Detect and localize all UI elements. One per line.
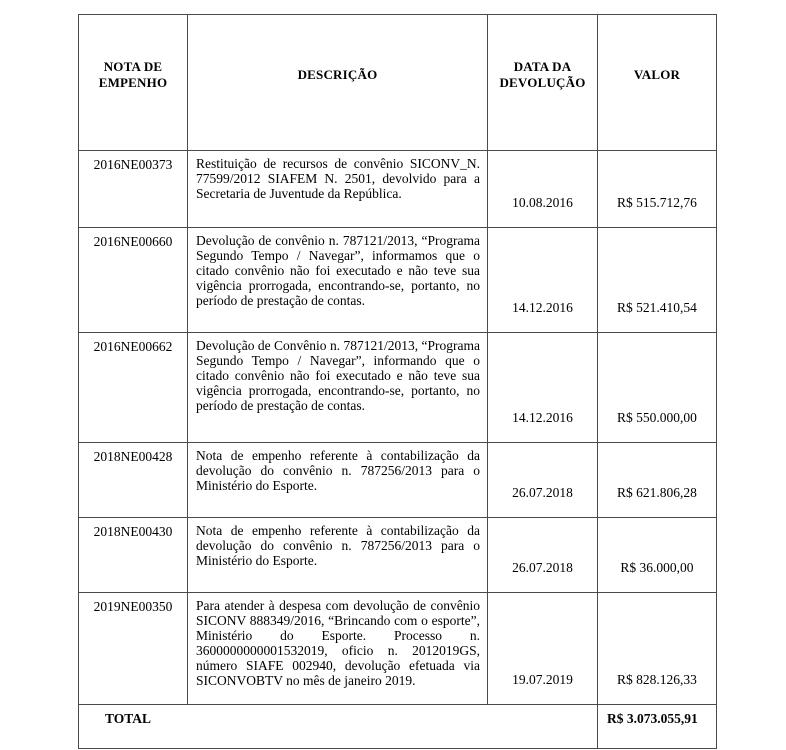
cell-data-devolucao: 26.07.2018 [488,443,598,518]
col-header-data-da-devolucao: DATA DA DEVOLUÇÃO [488,15,598,151]
col-header-valor: VALOR [598,15,717,151]
col-header-nota-de-empenho: NOTA DE EMPENHO [79,15,188,151]
cell-nota-de-empenho: 2016NE00660 [79,228,188,333]
cell-data-devolucao: 14.12.2016 [488,228,598,333]
cell-descricao: Nota de empenho referente à contabilização da devolução do convênio n. 787256/2013 para o Ministério do Esporte. [188,518,488,593]
cell-valor: R$ 515.712,76 [598,151,717,228]
table-row [79,593,717,705]
cell-valor: R$ 828.126,33 [598,593,717,705]
col-header-descricao: DESCRIÇÃO [188,15,488,151]
total-value: R$ 3.073.055,91 [598,705,717,749]
cell-nota-de-empenho: 2016NE00373 [79,151,188,228]
cell-data-devolucao: 10.08.2016 [488,151,598,228]
cell-valor: R$ 550.000,00 [598,333,717,443]
table-row [79,228,717,333]
cell-nota-de-empenho: 2016NE00662 [79,333,188,443]
cell-data-devolucao: 14.12.2016 [488,333,598,443]
cell-descricao: Nota de empenho referente à contabilização da devolução do convênio n. 787256/2013 para o Ministério do Esporte. [188,443,488,518]
table-row [79,333,717,443]
cell-descricao: Para atender à despesa com devolução de convênio SICONV 888349/2016, “Brincando com o esporte”, Ministério do Esporte. Processo n. 3600000000001532019, oficio n. 2012019GS, número SIAFE 002940, devolução efetuada via SICONVOBTV no mês de janeiro 2019. [188,593,488,705]
table-row [79,518,717,593]
cell-data-devolucao: 19.07.2019 [488,593,598,705]
cell-valor: R$ 621.806,28 [598,443,717,518]
cell-valor: R$ 521.410,54 [598,228,717,333]
cell-nota-de-empenho: 2019NE00350 [79,593,188,705]
cell-nota-de-empenho: 2018NE00430 [79,518,188,593]
table-header-row [79,15,717,151]
cell-descricao: Devolução de convênio n. 787121/2013, “Programa Segundo Tempo / Navegar”, informamos que o citado convênio não foi executado e não teve sua vigência prorrogada, encontrando-se, portanto, no período de prestação de contas. [188,228,488,333]
cell-valor: R$ 36.000,00 [598,518,717,593]
cell-descricao: Devolução de Convênio n. 787121/2013, “Programa Segundo Tempo / Navegar”, informando que o citado convênio não foi executado e não teve sua vigência prorrogada, encontrando-se, portanto, no período de prestação de contas. [188,333,488,443]
cell-descricao: Restituição de recursos de convênio SICONV_N. 77599/2012 SIAFEM N. 2501, devolvido para a Secretaria de Juventude da República. [188,151,488,228]
table-row [79,443,717,518]
cell-data-devolucao: 26.07.2018 [488,518,598,593]
total-label: TOTAL [79,705,598,749]
table-row [79,151,717,228]
total-row [79,705,717,749]
cell-nota-de-empenho: 2018NE00428 [79,443,188,518]
empenho-table [78,14,717,749]
